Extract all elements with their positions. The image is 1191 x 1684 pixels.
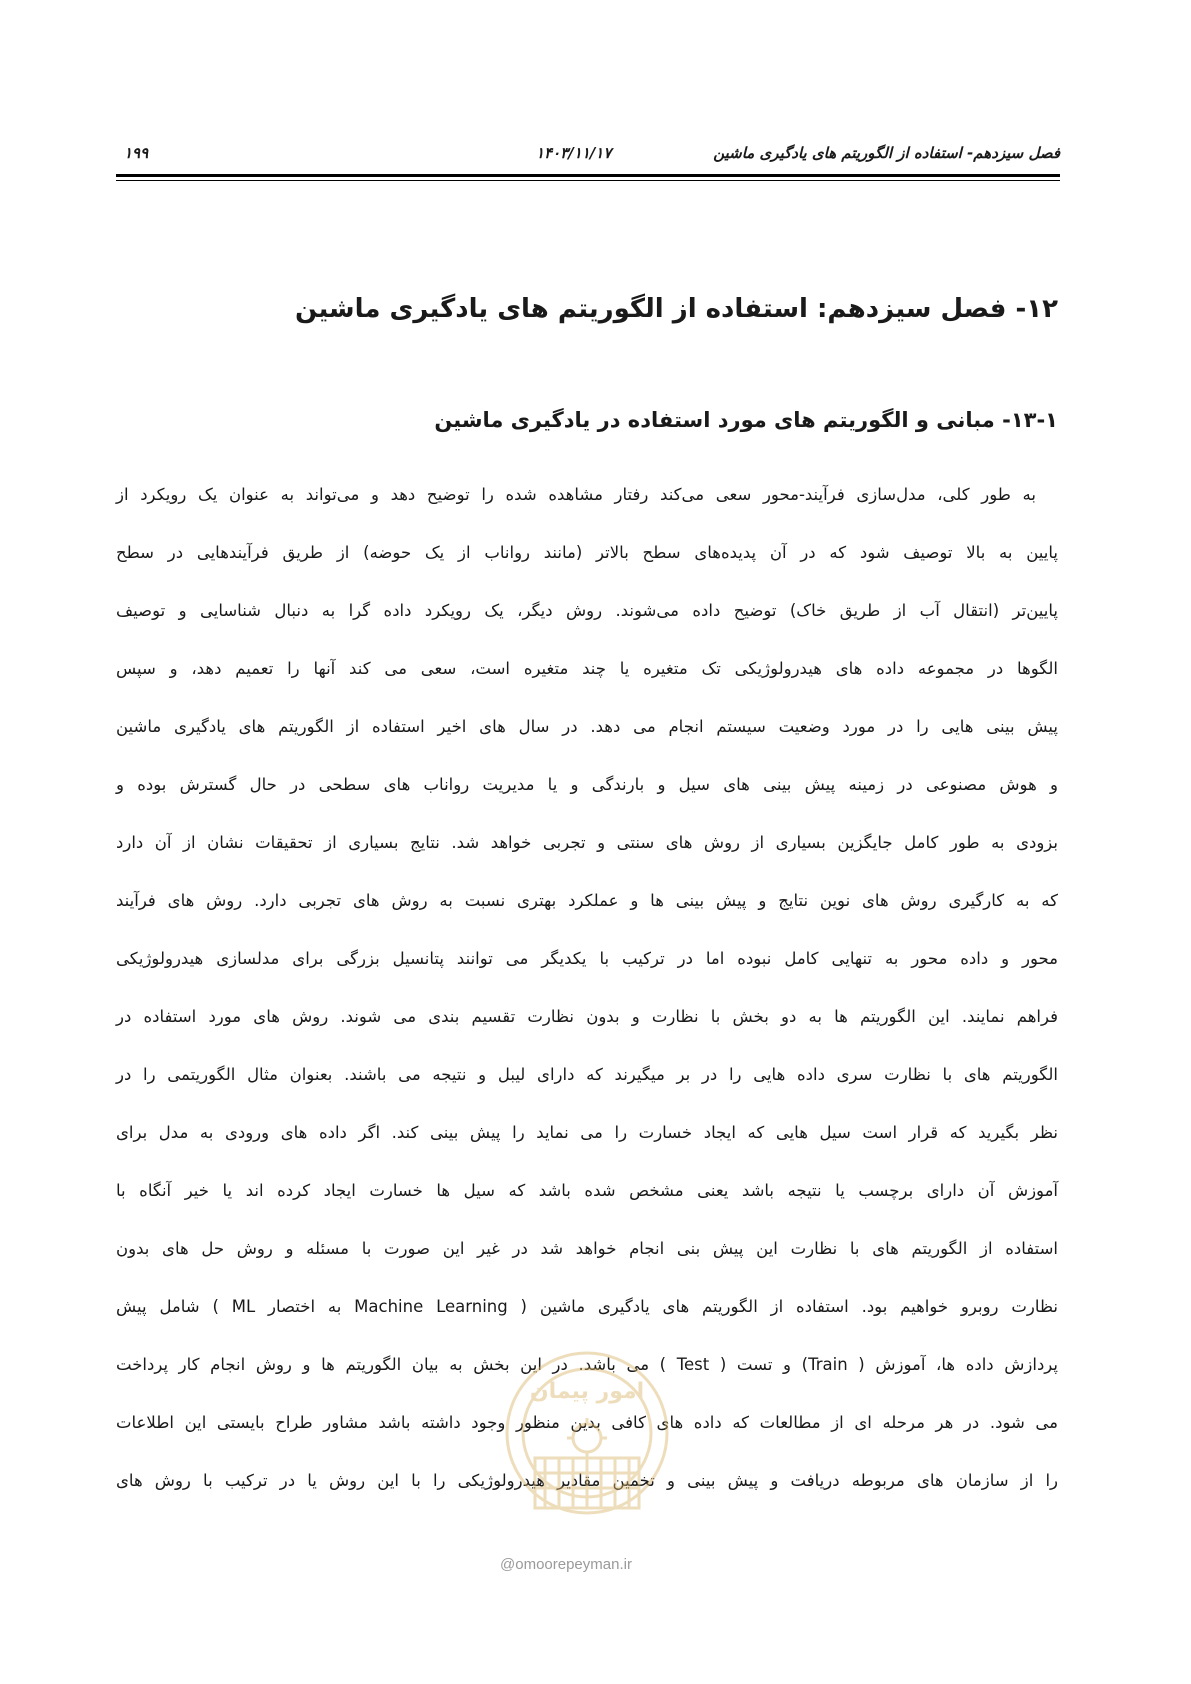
paragraph-line: پیش بینی هایی را در مورد وضعیت سیستم انجام می دهد. در سال های اخیر استفاده از الگوریتم های یادگیری ماشین xyxy=(116,717,1058,736)
paragraph-line: پایین به بالا توصیف شود که در آن پدیده‌های سطح بالاتر (مانند رواناب از یک حوضه) از طریق فرآیندهایی در سطح xyxy=(116,543,1058,562)
paragraph-line: آموزش آن دارای برچسب یا نتیجه باشد یعنی مشخص شده باشد که سیل ها خسارت ایجاد کرده اند یا خیر آنگاه با xyxy=(116,1181,1058,1200)
page-header xyxy=(116,140,1060,170)
paragraph-line: بزودی به طور کامل جایگزین بسیاری از روش های سنتی و تجربی خواهد شد. نتایج بسیاری از تحقیقات نشان از آن دارد xyxy=(116,833,1058,852)
watermark-url: @omoorepeyman.ir xyxy=(500,1556,632,1573)
running-title: فصل سیزدهم- استفاده از الگوریتم های یادگیری ماشین xyxy=(713,144,1060,162)
chapter-title: ۱۲- فصل سیزدهم: استفاده از الگوریتم های یادگیری ماشین xyxy=(295,294,1058,324)
paragraph-line: و هوش مصنوعی در زمینه پیش بینی های سیل و بارندگی و یا مدیریت رواناب های سطحی در حال گسترش بوده و xyxy=(116,775,1058,794)
paragraph-line: پردازش داده ها، آموزش ( Train) و تست ( Test ) می باشد. در این بخش به بیان الگوریتم ها و روش انجام کار پرداخت xyxy=(116,1355,1058,1374)
paragraph-line: را از سازمان های مربوطه دریافت و پیش بینی و تخمین مقادیر هیدرولوژیکی را با این روش یا در ترکیب با روش های xyxy=(116,1471,1058,1490)
header-date: ۱۴۰۳/۱۱/۱۷ xyxy=(536,144,612,162)
section-title: ۱۳-۱- مبانی و الگوریتم های مورد استفاده در یادگیری ماشین xyxy=(434,408,1058,432)
paragraph-line: پایین‌تر (انتقال آب از طریق خاک) توضیح داده می‌شوند. روش دیگر، یک رویکرد داده گرا به دنبال شناسایی و توصیف xyxy=(116,601,1058,620)
paragraph-line: نظر بگیرید که قرار است سیل هایی که ایجاد خسارت را می نماید را پیش بینی کند. اگر داده های ورودی به مدل برای xyxy=(116,1123,1058,1142)
paragraph-line: نظارت روبرو خواهیم بود. استفاده از الگوریتم های یادگیری ماشین ( Machine Learning به اختصار ML ) شامل پیش xyxy=(116,1297,1058,1316)
paragraph-line: الگوریتم های با نظارت سری داده هایی را در بر میگیرند که دارای لیبل و نتیجه می باشند. بعنوان مثال الگوریتمی را در xyxy=(116,1065,1058,1084)
paragraph-line: استفاده از الگوریتم های با نظارت این پیش بنی انجام خواهد شد در غیر این صورت با مسئله و روش حل های بدون xyxy=(116,1239,1058,1258)
header-rule-thin xyxy=(116,180,1060,181)
paragraph-line: به طور کلی، مدل‌سازی فرآیند-محور سعی می‌کند رفتار مشاهده شده را توضیح دهد و می‌تواند به عنوان یک رویکرد از xyxy=(116,485,1036,504)
paragraph-line: می شود. در هر مرحله ای از مطالعات که داده های کافی بدین منظور وجود داشته باشد مشاور طراح بایستی این اطلاعات xyxy=(116,1413,1058,1432)
header-rule-thick xyxy=(116,174,1060,177)
body-paragraph xyxy=(116,466,1058,1510)
paragraph-line: فراهم نمایند. این الگوریتم ها به دو بخش با نظارت و بدون نظارت تقسیم بندی می شوند. روش های مورد استفاده در xyxy=(116,1007,1058,1026)
watermark-logo-text: امور پیمان xyxy=(529,1379,645,1404)
paragraph-line: محور و داده محور به تنهایی کامل نبوده اما در ترکیب با یکدیگر می توانند پتانسیل بزرگی برای مدلسازی هیدرولوژیکی xyxy=(116,949,1058,968)
paragraph-line: که به کارگیری روش های نوین نتایج و پیش بینی ها و عملکرد بهتری نسبت به روش های تجربی دارد. روش های فرآیند xyxy=(116,891,1058,910)
paragraph-line: الگوها در مجموعه داده های هیدرولوژیکی تک متغیره یا چند متغیره است، سعی می کند آنها را تعمیم دهد، و سپس xyxy=(116,659,1058,678)
page-number: ۱۹۹ xyxy=(124,144,149,162)
